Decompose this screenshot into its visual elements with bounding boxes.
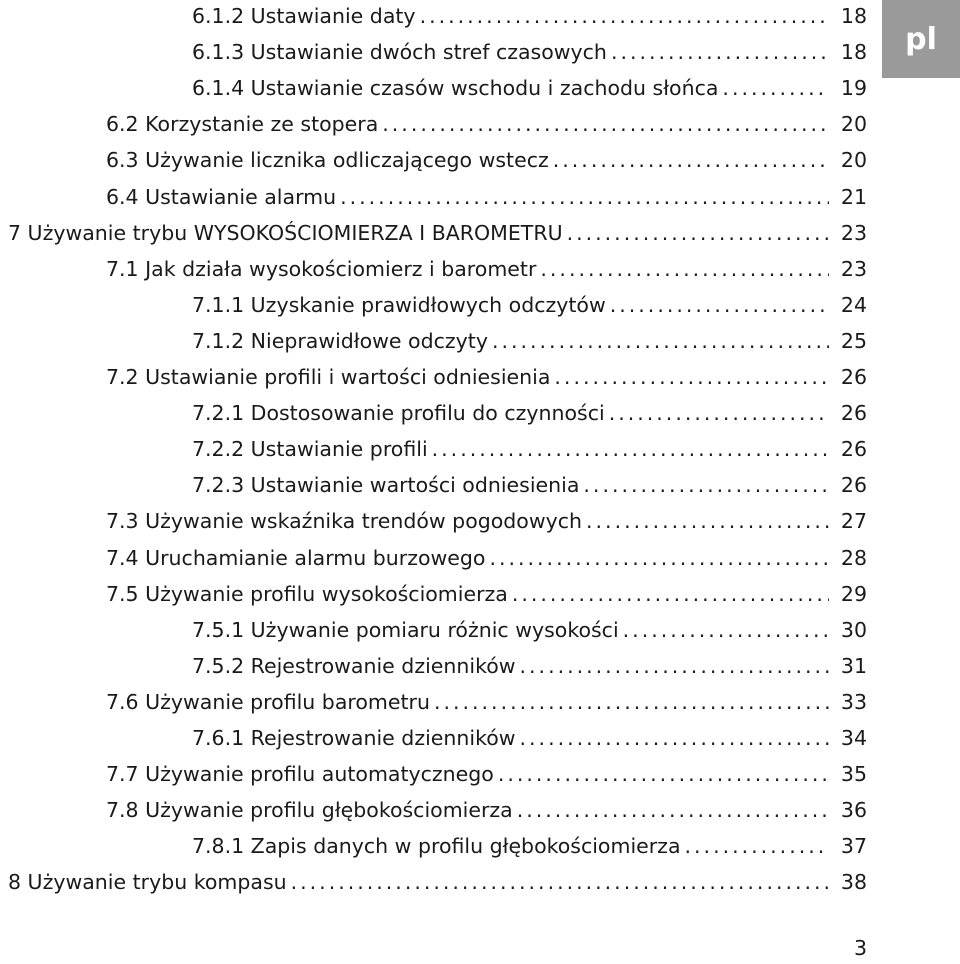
toc-entry[interactable] xyxy=(192,398,867,428)
toc-entry-page: 38 xyxy=(840,870,867,895)
toc-entry-page: 23 xyxy=(840,220,867,245)
dot-leader xyxy=(609,398,829,428)
toc-entry-page: 35 xyxy=(840,762,867,787)
toc-entry-page: 19 xyxy=(840,76,867,101)
dot-leader xyxy=(586,506,829,536)
toc-entry[interactable] xyxy=(192,470,867,500)
toc-entry-page: 37 xyxy=(840,834,867,859)
toc-entry-title: 7.1.2 Nieprawidłowe odczyty xyxy=(192,328,488,353)
toc-entry-title: 7.4 Uruchamianie alarmu burzowego xyxy=(106,545,486,570)
toc-entry[interactable] xyxy=(8,218,867,248)
toc-entry[interactable] xyxy=(192,615,867,645)
dot-leader xyxy=(685,831,829,861)
toc-entry[interactable] xyxy=(106,759,867,789)
toc-entry[interactable] xyxy=(192,434,867,464)
toc-entry-title: 7.1.1 Uzyskanie prawidłowych odczytów xyxy=(192,292,606,317)
toc-entry-page: 26 xyxy=(840,401,867,426)
dot-leader xyxy=(540,254,829,284)
language-tab xyxy=(882,0,960,78)
toc-entry[interactable] xyxy=(8,867,867,897)
dot-leader xyxy=(432,434,829,464)
dot-leader xyxy=(583,470,829,500)
dot-leader xyxy=(498,759,829,789)
toc-entry-title: 8 Używanie trybu kompasu xyxy=(8,870,287,895)
toc-entry-title: 7.6.1 Rejestrowanie dzienników xyxy=(192,726,516,750)
toc-entry-page: 18 xyxy=(840,4,867,28)
dot-leader xyxy=(610,290,829,320)
dot-leader xyxy=(291,867,829,897)
toc-entry-page: 24 xyxy=(840,292,867,317)
toc-entry-page: 29 xyxy=(840,581,867,606)
toc-entry-page: 20 xyxy=(840,112,867,137)
dot-leader xyxy=(722,73,829,103)
language-tab-label: pl xyxy=(905,21,937,57)
dot-leader xyxy=(434,687,829,717)
dot-leader xyxy=(554,362,829,392)
toc-entry-title: 6.2 Korzystanie ze stopera xyxy=(106,112,379,137)
dot-leader xyxy=(382,109,829,139)
toc-entry-page: 25 xyxy=(840,328,867,353)
dot-leader xyxy=(553,145,829,175)
toc-entry-page: 18 xyxy=(840,40,867,65)
toc-entry[interactable] xyxy=(106,687,867,717)
dot-leader xyxy=(492,326,829,356)
dot-leader xyxy=(340,182,829,212)
toc-entry[interactable] xyxy=(192,723,867,753)
toc-entry-title: 7.5 Używanie profilu wysokościomierza xyxy=(106,581,508,606)
toc-entry[interactable] xyxy=(106,254,867,284)
toc-entry[interactable] xyxy=(192,1,867,31)
toc-entry[interactable] xyxy=(106,579,867,609)
toc-entry-title: 6.1.2 Ustawianie daty xyxy=(192,4,416,28)
toc-entry[interactable] xyxy=(106,145,867,175)
toc-entry-title: 7.1 Jak działa wysokościomierz i barometr xyxy=(106,256,537,281)
toc-entry[interactable] xyxy=(192,290,867,320)
dot-leader xyxy=(611,37,829,67)
toc-entry-page: 33 xyxy=(840,689,867,714)
toc-entry[interactable] xyxy=(106,543,867,573)
toc-entry-title: 7.5.1 Używanie pomiaru różnic wysokości xyxy=(192,617,619,642)
toc-entry-title: 7.6 Używanie profilu barometru xyxy=(106,689,430,714)
toc-entry[interactable] xyxy=(192,37,867,67)
toc-entry-title: 6.3 Używanie licznika odliczającego wstecz xyxy=(106,148,549,173)
toc-entry-page: 26 xyxy=(840,365,867,389)
toc-entry-page: 20 xyxy=(840,148,867,173)
toc-entry[interactable] xyxy=(106,795,867,825)
toc-entry[interactable] xyxy=(106,362,867,392)
toc-entry-page: 31 xyxy=(840,653,867,678)
toc-entry[interactable] xyxy=(192,326,867,356)
dot-leader xyxy=(623,615,829,645)
toc-entry-page: 28 xyxy=(840,545,867,570)
toc-entry-title: 7.2.3 Ustawianie wartości odniesienia xyxy=(192,473,580,498)
toc-entry-title: 6.1.4 Ustawianie czasów wschodu i zachodu słońca xyxy=(192,76,719,101)
toc-entry-title: 7.5.2 Rejestrowanie dzienników xyxy=(192,653,516,678)
toc-entry-page: 27 xyxy=(840,509,867,534)
dot-leader xyxy=(567,218,829,248)
toc-entry-page: 26 xyxy=(840,473,867,498)
toc-entry-title: 6.1.3 Ustawianie dwóch stref czasowych xyxy=(192,40,607,65)
toc-entry-title: 6.4 Ustawianie alarmu xyxy=(106,184,337,209)
toc-entry-title: 7.3 Używanie wskaźnika trendów pogodowych xyxy=(106,509,583,534)
toc-entry[interactable] xyxy=(106,506,867,536)
toc-entry-page: 34 xyxy=(840,726,867,750)
toc-entry[interactable] xyxy=(192,73,867,103)
toc-entry-title: 7.2 Ustawianie profili i wartości odniesienia xyxy=(106,365,551,389)
toc-entry-title: 7.8 Używanie profilu głębokościomierza xyxy=(106,798,513,823)
toc-entry-page: 30 xyxy=(840,617,867,642)
dot-leader xyxy=(489,543,829,573)
toc-entry[interactable] xyxy=(192,831,867,861)
toc-entry-page: 36 xyxy=(840,798,867,823)
toc-entry-page: 21 xyxy=(840,184,867,209)
dot-leader xyxy=(520,723,829,753)
dot-leader xyxy=(520,651,829,681)
page-number: 3 xyxy=(853,936,867,960)
toc-entry-title: 7.2.2 Ustawianie profili xyxy=(192,437,428,462)
toc-entry-title: 7 Używanie trybu WYSOKOŚCIOMIERZA I BAROMETRU xyxy=(8,220,563,245)
dot-leader xyxy=(517,795,829,825)
toc-entry-title: 7.7 Używanie profilu automatycznego xyxy=(106,762,494,787)
toc-entry-page: 23 xyxy=(840,256,867,281)
toc-entry-title: 7.2.1 Dostosowanie profilu do czynności xyxy=(192,401,605,426)
toc-entry[interactable] xyxy=(106,109,867,139)
toc-entry[interactable] xyxy=(192,651,867,681)
dot-leader xyxy=(420,1,829,31)
toc-entry-page: 26 xyxy=(840,437,867,462)
toc-entry-title: 7.8.1 Zapis danych w profilu głębokościomierza xyxy=(192,834,681,859)
dot-leader xyxy=(512,579,829,609)
toc-entry[interactable] xyxy=(106,182,867,212)
